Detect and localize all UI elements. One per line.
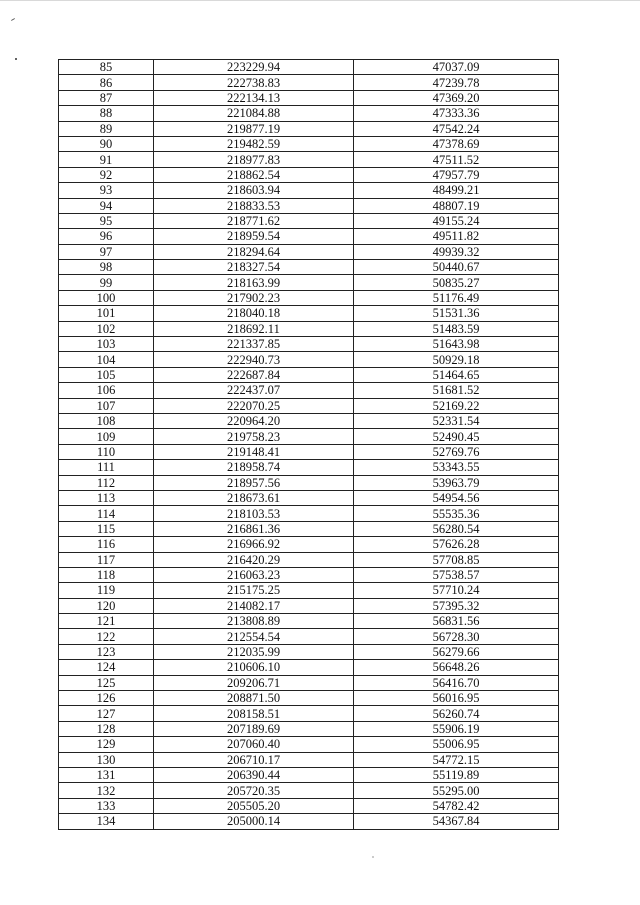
point-number-cell: 128	[59, 721, 154, 736]
table-body	[59, 60, 559, 830]
table-row	[59, 537, 559, 552]
x-coordinate-cell: 216063.23	[154, 567, 354, 582]
table-row	[59, 721, 559, 736]
table-row	[59, 490, 559, 505]
table-row	[59, 275, 559, 290]
table-row	[59, 229, 559, 244]
y-coordinate-cell: 56648.26	[354, 660, 559, 675]
y-coordinate-cell: 48499.21	[354, 183, 559, 198]
x-coordinate-cell: 218603.94	[154, 183, 354, 198]
y-coordinate-cell: 55906.19	[354, 721, 559, 736]
y-coordinate-cell: 56016.95	[354, 691, 559, 706]
table-row	[59, 691, 559, 706]
point-number-cell: 104	[59, 352, 154, 367]
point-number-cell: 133	[59, 798, 154, 813]
point-number-cell: 86	[59, 75, 154, 90]
x-coordinate-cell: 221337.85	[154, 337, 354, 352]
y-coordinate-cell: 55535.36	[354, 506, 559, 521]
x-coordinate-cell: 218862.54	[154, 167, 354, 182]
table-row	[59, 614, 559, 629]
point-number-cell: 100	[59, 290, 154, 305]
y-coordinate-cell: 56260.74	[354, 706, 559, 721]
x-coordinate-cell: 219148.41	[154, 444, 354, 459]
y-coordinate-cell: 57708.85	[354, 552, 559, 567]
x-coordinate-cell: 205505.20	[154, 798, 354, 813]
point-number-cell: 109	[59, 429, 154, 444]
y-coordinate-cell: 51643.98	[354, 337, 559, 352]
y-coordinate-cell: 51681.52	[354, 383, 559, 398]
y-coordinate-cell: 56280.54	[354, 521, 559, 536]
y-coordinate-cell: 57395.32	[354, 598, 559, 613]
table-row	[59, 244, 559, 259]
point-number-cell: 87	[59, 90, 154, 105]
x-coordinate-cell: 215175.25	[154, 583, 354, 598]
table-row	[59, 506, 559, 521]
point-number-cell: 121	[59, 614, 154, 629]
y-coordinate-cell: 52331.54	[354, 413, 559, 428]
y-coordinate-cell: 57626.28	[354, 537, 559, 552]
x-coordinate-cell: 218692.11	[154, 321, 354, 336]
table-row	[59, 198, 559, 213]
x-coordinate-cell: 213808.89	[154, 614, 354, 629]
x-coordinate-cell: 218163.99	[154, 275, 354, 290]
x-coordinate-cell: 220964.20	[154, 413, 354, 428]
y-coordinate-cell: 51464.65	[354, 367, 559, 382]
table-row	[59, 475, 559, 490]
x-coordinate-cell: 216420.29	[154, 552, 354, 567]
point-number-cell: 107	[59, 398, 154, 413]
y-coordinate-cell: 52490.45	[354, 429, 559, 444]
point-number-cell: 98	[59, 260, 154, 275]
point-number-cell: 124	[59, 660, 154, 675]
table-row	[59, 167, 559, 182]
point-number-cell: 102	[59, 321, 154, 336]
y-coordinate-cell: 48807.19	[354, 198, 559, 213]
coordinate-table	[58, 59, 559, 830]
table-row	[59, 814, 559, 829]
y-coordinate-cell: 57538.57	[354, 567, 559, 582]
x-coordinate-cell: 221084.88	[154, 106, 354, 121]
table-row	[59, 398, 559, 413]
table-row	[59, 752, 559, 767]
table-row	[59, 75, 559, 90]
table-row	[59, 552, 559, 567]
x-coordinate-cell: 218957.56	[154, 475, 354, 490]
x-coordinate-cell: 207060.40	[154, 737, 354, 752]
y-coordinate-cell: 47542.24	[354, 121, 559, 136]
table-row	[59, 260, 559, 275]
scan-dot	[15, 58, 17, 60]
point-number-cell: 90	[59, 136, 154, 151]
y-coordinate-cell: 54782.42	[354, 798, 559, 813]
x-coordinate-cell: 222738.83	[154, 75, 354, 90]
x-coordinate-cell: 208158.51	[154, 706, 354, 721]
point-number-cell: 108	[59, 413, 154, 428]
y-coordinate-cell: 54367.84	[354, 814, 559, 829]
y-coordinate-cell: 53963.79	[354, 475, 559, 490]
table-row	[59, 106, 559, 121]
point-number-cell: 111	[59, 460, 154, 475]
point-number-cell: 125	[59, 675, 154, 690]
y-coordinate-cell: 56416.70	[354, 675, 559, 690]
x-coordinate-cell: 206390.44	[154, 767, 354, 782]
x-coordinate-cell: 218294.64	[154, 244, 354, 259]
point-number-cell: 96	[59, 229, 154, 244]
point-number-cell: 122	[59, 629, 154, 644]
table-row	[59, 429, 559, 444]
x-coordinate-cell: 218958.74	[154, 460, 354, 475]
x-coordinate-cell: 218327.54	[154, 260, 354, 275]
x-coordinate-cell: 207189.69	[154, 721, 354, 736]
table-row	[59, 706, 559, 721]
point-number-cell: 130	[59, 752, 154, 767]
point-number-cell: 119	[59, 583, 154, 598]
y-coordinate-cell: 56831.56	[354, 614, 559, 629]
table-row	[59, 629, 559, 644]
point-number-cell: 91	[59, 152, 154, 167]
point-number-cell: 123	[59, 644, 154, 659]
x-coordinate-cell: 210606.10	[154, 660, 354, 675]
y-coordinate-cell: 49155.24	[354, 213, 559, 228]
y-coordinate-cell: 57710.24	[354, 583, 559, 598]
x-coordinate-cell: 212554.54	[154, 629, 354, 644]
table-row	[59, 321, 559, 336]
table-row	[59, 798, 559, 813]
x-coordinate-cell: 218673.61	[154, 490, 354, 505]
x-coordinate-cell: 214082.17	[154, 598, 354, 613]
y-coordinate-cell: 51176.49	[354, 290, 559, 305]
table-row	[59, 136, 559, 151]
point-number-cell: 116	[59, 537, 154, 552]
y-coordinate-cell: 54954.56	[354, 490, 559, 505]
point-number-cell: 120	[59, 598, 154, 613]
y-coordinate-cell: 53343.55	[354, 460, 559, 475]
x-coordinate-cell: 219758.23	[154, 429, 354, 444]
y-coordinate-cell: 56728.30	[354, 629, 559, 644]
y-coordinate-cell: 54772.15	[354, 752, 559, 767]
x-coordinate-cell: 218103.53	[154, 506, 354, 521]
y-coordinate-cell: 50929.18	[354, 352, 559, 367]
x-coordinate-cell: 216861.36	[154, 521, 354, 536]
page-top-edge	[0, 0, 640, 1]
y-coordinate-cell: 50835.27	[354, 275, 559, 290]
point-number-cell: 129	[59, 737, 154, 752]
table-row	[59, 367, 559, 382]
point-number-cell: 101	[59, 306, 154, 321]
x-coordinate-cell: 222940.73	[154, 352, 354, 367]
point-number-cell: 95	[59, 213, 154, 228]
x-coordinate-cell: 222134.13	[154, 90, 354, 105]
x-coordinate-cell: 218040.18	[154, 306, 354, 321]
point-number-cell: 94	[59, 198, 154, 213]
x-coordinate-cell: 222437.07	[154, 383, 354, 398]
table-row	[59, 152, 559, 167]
x-coordinate-cell: 219877.19	[154, 121, 354, 136]
table-row	[59, 183, 559, 198]
point-number-cell: 134	[59, 814, 154, 829]
y-coordinate-cell: 52769.76	[354, 444, 559, 459]
x-coordinate-cell: 212035.99	[154, 644, 354, 659]
x-coordinate-cell: 205720.35	[154, 783, 354, 798]
point-number-cell: 89	[59, 121, 154, 136]
x-coordinate-cell: 222070.25	[154, 398, 354, 413]
y-coordinate-cell: 50440.67	[354, 260, 559, 275]
point-number-cell: 93	[59, 183, 154, 198]
table-row	[59, 783, 559, 798]
x-coordinate-cell: 222687.84	[154, 367, 354, 382]
table-row	[59, 121, 559, 136]
table-row	[59, 567, 559, 582]
x-coordinate-cell: 218771.62	[154, 213, 354, 228]
table-row	[59, 306, 559, 321]
table-row	[59, 290, 559, 305]
table-row	[59, 737, 559, 752]
x-coordinate-cell: 217902.23	[154, 290, 354, 305]
table-row	[59, 383, 559, 398]
table-row	[59, 598, 559, 613]
y-coordinate-cell: 55119.89	[354, 767, 559, 782]
y-coordinate-cell: 47511.52	[354, 152, 559, 167]
x-coordinate-cell: 206710.17	[154, 752, 354, 767]
y-coordinate-cell: 47239.78	[354, 75, 559, 90]
point-number-cell: 88	[59, 106, 154, 121]
x-coordinate-cell: 218977.83	[154, 152, 354, 167]
point-number-cell: 113	[59, 490, 154, 505]
point-number-cell: 126	[59, 691, 154, 706]
point-number-cell: 115	[59, 521, 154, 536]
y-coordinate-cell: 55295.00	[354, 783, 559, 798]
table-row	[59, 413, 559, 428]
table-row	[59, 583, 559, 598]
table-row	[59, 352, 559, 367]
point-number-cell: 85	[59, 60, 154, 75]
y-coordinate-cell: 47037.09	[354, 60, 559, 75]
point-number-cell: 114	[59, 506, 154, 521]
point-number-cell: 118	[59, 567, 154, 582]
y-coordinate-cell: 47378.69	[354, 136, 559, 151]
table-row	[59, 675, 559, 690]
point-number-cell: 127	[59, 706, 154, 721]
table-row	[59, 60, 559, 75]
y-coordinate-cell: 51483.59	[354, 321, 559, 336]
x-coordinate-cell: 208871.50	[154, 691, 354, 706]
x-coordinate-cell: 218833.53	[154, 198, 354, 213]
x-coordinate-cell: 205000.14	[154, 814, 354, 829]
point-number-cell: 105	[59, 367, 154, 382]
y-coordinate-cell: 47333.36	[354, 106, 559, 121]
x-coordinate-cell: 223229.94	[154, 60, 354, 75]
scan-mark	[11, 18, 15, 21]
y-coordinate-cell: 49939.32	[354, 244, 559, 259]
point-number-cell: 117	[59, 552, 154, 567]
table-row	[59, 90, 559, 105]
point-number-cell: 97	[59, 244, 154, 259]
x-coordinate-cell: 218959.54	[154, 229, 354, 244]
table-row	[59, 460, 559, 475]
table-row	[59, 660, 559, 675]
x-coordinate-cell: 209206.71	[154, 675, 354, 690]
point-number-cell: 110	[59, 444, 154, 459]
x-coordinate-cell: 216966.92	[154, 537, 354, 552]
point-number-cell: 103	[59, 337, 154, 352]
point-number-cell: 131	[59, 767, 154, 782]
table-row	[59, 337, 559, 352]
table-row	[59, 644, 559, 659]
table-row	[59, 767, 559, 782]
y-coordinate-cell: 47957.79	[354, 167, 559, 182]
scan-speck	[372, 856, 374, 858]
y-coordinate-cell: 49511.82	[354, 229, 559, 244]
y-coordinate-cell: 52169.22	[354, 398, 559, 413]
point-number-cell: 92	[59, 167, 154, 182]
table-row	[59, 444, 559, 459]
y-coordinate-cell: 51531.36	[354, 306, 559, 321]
table-row	[59, 213, 559, 228]
point-number-cell: 99	[59, 275, 154, 290]
point-number-cell: 106	[59, 383, 154, 398]
y-coordinate-cell: 47369.20	[354, 90, 559, 105]
y-coordinate-cell: 55006.95	[354, 737, 559, 752]
y-coordinate-cell: 56279.66	[354, 644, 559, 659]
table-row	[59, 521, 559, 536]
x-coordinate-cell: 219482.59	[154, 136, 354, 151]
point-number-cell: 112	[59, 475, 154, 490]
point-number-cell: 132	[59, 783, 154, 798]
